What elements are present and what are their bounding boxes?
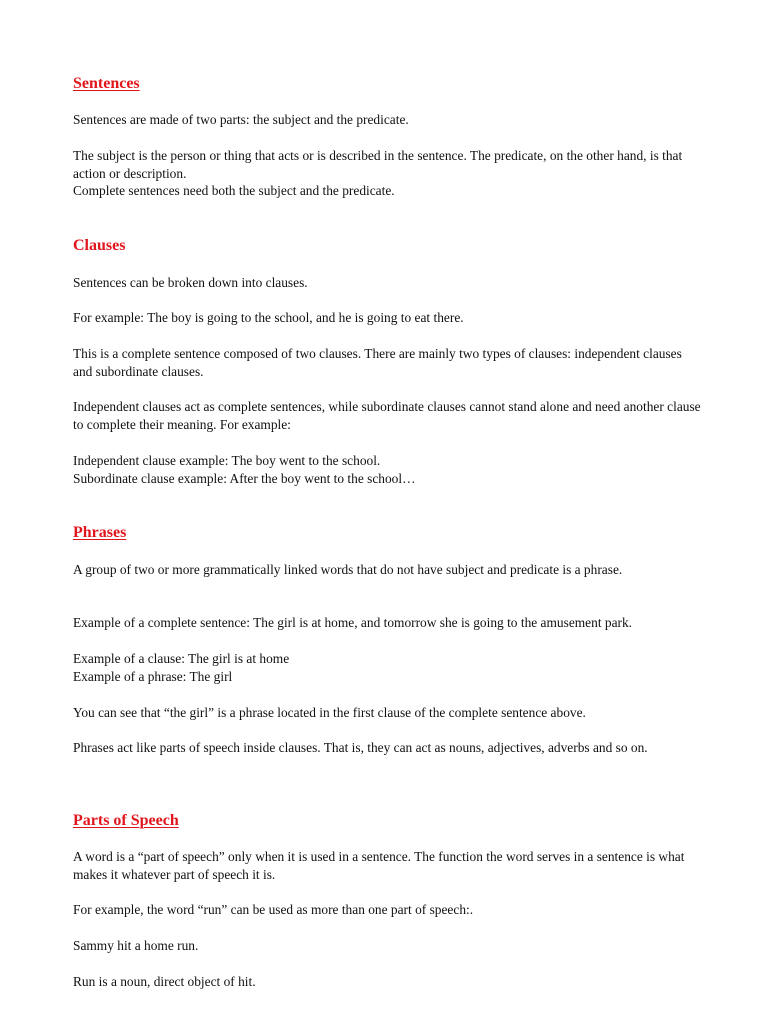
heading-parts-of-speech: Parts of Speech (73, 812, 179, 829)
paragraph: Phrases act like parts of speech inside clauses. That is, they can act as nouns, adjectives, adverbs and so on. (73, 740, 648, 755)
paragraph: Example of a clause: The girl is at home (73, 651, 290, 666)
paragraph: For example: The boy is going to the school, and he is going to eat there. (73, 310, 464, 325)
paragraph: Example of a phrase: The girl (73, 669, 233, 684)
paragraph: A group of two or more grammatically linked words that do not have subject and predicate is a phrase. (73, 562, 623, 577)
heading-sentences: Sentences (73, 75, 140, 92)
paragraph: You can see that “the girl” is a phrase located in the first clause of the complete sentence above. (73, 705, 586, 720)
paragraph: The subject is the person or thing that acts or is described in the sentence. The predicate, on the other hand, is that action or description. (73, 148, 683, 181)
paragraph: This is a complete sentence composed of two clauses. There are mainly two types of clauses: independent clauses and subordinate clauses. (73, 346, 682, 379)
heading-clauses: Clauses (73, 237, 126, 254)
paragraph: Sammy hit a home run. (73, 938, 199, 953)
paragraph: A word is a “part of speech” only when it is used in a sentence. The function the word serves in a sentence is what makes it whatever part of speech it is. (73, 849, 685, 882)
paragraph: Example of a complete sentence: The girl is at home, and tomorrow she is going to the amusement park. (73, 615, 633, 630)
paragraph: Sentences can be broken down into clauses. (73, 275, 308, 290)
paragraph: Run is a noun, direct object of hit. (73, 974, 256, 989)
paragraph: Complete sentences need both the subject and the predicate. (73, 183, 395, 198)
paragraph: Subordinate clause example: After the boy went to the school… (73, 471, 416, 486)
paragraph: For example, the word “run” can be used as more than one part of speech:. (73, 902, 474, 917)
paragraph: Independent clause example: The boy went to the school. (73, 453, 381, 468)
heading-phrases: Phrases (73, 524, 127, 541)
paragraph: Sentences are made of two parts: the subject and the predicate. (73, 112, 409, 127)
paragraph: Independent clauses act as complete sentences, while subordinate clauses cannot stand alone and need another clause to complete their meaning. For example: (73, 399, 701, 432)
